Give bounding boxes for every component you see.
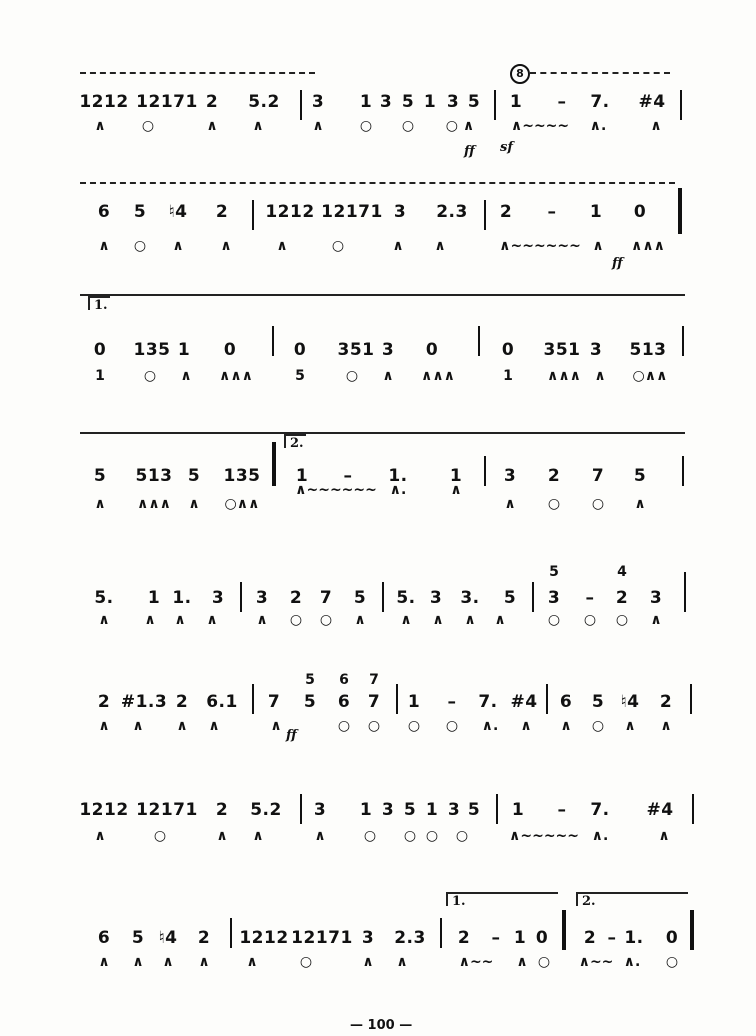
barline (692, 794, 694, 824)
stroke-mark: ∧ (354, 612, 366, 628)
barline (300, 90, 302, 120)
dynamic-marking: sf (500, 140, 513, 155)
stroke-mark: ○ (401, 118, 415, 134)
dynamic-marking: ff (286, 728, 297, 743)
stroke-mark: ○ (547, 612, 561, 628)
stroke-mark: ∧ (94, 828, 106, 844)
note: 3 (255, 588, 269, 608)
note: 3 (313, 800, 327, 820)
stroke-mark: ○ (363, 828, 377, 844)
note: 2 (499, 202, 513, 222)
note: 7. (590, 800, 610, 820)
note: – (491, 928, 501, 948)
note: 2 (457, 928, 471, 948)
note: 0 (501, 340, 515, 360)
stroke-mark: 5 (295, 368, 305, 384)
note: 135 (133, 340, 171, 360)
note: 2 (583, 928, 597, 948)
staff-row-1 (0, 66, 756, 159)
stroke-mark: ∧ (660, 718, 672, 734)
staff-row-4 (0, 418, 756, 512)
note: 6.1 (206, 692, 238, 712)
note: 1. (624, 928, 644, 948)
note: 1. (388, 466, 408, 486)
barline (684, 572, 686, 612)
note: 1 (359, 800, 373, 820)
note: 2 (205, 92, 219, 112)
stroke-mark: ∧ (560, 718, 572, 734)
note: 3 (589, 340, 603, 360)
rehearsal-mark: 8 (510, 64, 530, 84)
stroke-mark: ○ (665, 954, 679, 970)
note: 6 (97, 202, 111, 222)
note: 513 (629, 340, 667, 360)
barline (252, 684, 254, 714)
stroke-mark: ∧ (98, 718, 110, 734)
stroke-mark: ∧ (658, 828, 670, 844)
stroke-mark: ∧∧∧ (218, 368, 254, 384)
dashed-line (80, 72, 315, 74)
stroke-mark: ∧ (314, 828, 326, 844)
stroke-mark: ∧ (252, 118, 264, 134)
note: 12171 (291, 928, 353, 948)
note: 5. (396, 588, 416, 608)
note: 5 (187, 466, 201, 486)
stroke-mark: ∧ (252, 828, 264, 844)
stroke-mark: ○ (367, 718, 381, 734)
note: 5.2 (250, 800, 282, 820)
barline (396, 684, 398, 714)
staff-row-6 (0, 656, 756, 746)
stroke-mark: ∧ (206, 612, 218, 628)
note: 1 (407, 692, 421, 712)
chord-top: 4 (617, 564, 627, 580)
stroke-mark: ○∧∧ (224, 496, 260, 512)
stroke-mark: ○ (331, 238, 345, 254)
stroke-mark: ∧ (434, 238, 446, 254)
note: 513 (135, 466, 173, 486)
stroke-mark: ∧ (208, 718, 220, 734)
chord-mid: 6 (339, 672, 349, 688)
note: – (557, 92, 567, 112)
stroke-mark: ∧ (464, 612, 476, 628)
note: 7. (590, 92, 610, 112)
stroke-mark: ∧ (172, 238, 184, 254)
stroke-mark: ∧ (362, 954, 374, 970)
barline (300, 794, 302, 824)
note: 3 (649, 588, 663, 608)
note: 3 (381, 340, 395, 360)
stroke-mark: ∧∧∧ (546, 368, 582, 384)
note: 1 (425, 800, 439, 820)
stroke-mark: ∧ (98, 954, 110, 970)
note: 12171 (136, 92, 198, 112)
stroke-mark: ∧ (132, 718, 144, 734)
stroke-mark: ∧. (389, 482, 407, 498)
note: 5 (591, 692, 605, 712)
stroke-mark: 1 (503, 368, 513, 384)
stroke-mark: ∧ (270, 718, 282, 734)
stroke-mark: ∧ (450, 482, 462, 498)
repeat-barline (562, 910, 566, 950)
note: 1. (172, 588, 192, 608)
note: 5 (633, 466, 647, 486)
note: 7 (267, 692, 281, 712)
barline (484, 200, 486, 230)
stroke-mark: ∧ (220, 238, 232, 254)
note: 1 (177, 340, 191, 360)
stroke-mark: ∧ (634, 496, 646, 512)
note: 7 (591, 466, 605, 486)
stroke-mark: ○ (143, 368, 157, 384)
note: 1 (509, 92, 523, 112)
note: – (447, 692, 457, 712)
stroke-mark: ∧ (312, 118, 324, 134)
note: 5 (467, 92, 481, 112)
stroke-mark: ∧~~~~~~ (499, 238, 581, 254)
dynamic-marking: ff (612, 256, 623, 271)
note: 2 (97, 692, 111, 712)
stroke-mark: ○ (455, 828, 469, 844)
barline (478, 326, 480, 356)
stroke-mark: ○ (289, 612, 303, 628)
dynamic-marking: ff (464, 144, 475, 159)
note: 135 (223, 466, 261, 486)
note: 351 (543, 340, 581, 360)
note: 3 (379, 92, 393, 112)
note: 5 (503, 588, 517, 608)
note: 5 (303, 692, 317, 712)
note: 0 (223, 340, 237, 360)
barline (690, 684, 692, 714)
note: 6 (559, 692, 573, 712)
stroke-mark: ∧ (432, 612, 444, 628)
note: #4 (510, 692, 538, 712)
stroke-mark: ○ (319, 612, 333, 628)
stroke-mark: ∧ (162, 954, 174, 970)
dashed-line (80, 182, 675, 184)
stroke-mark: ∧ (206, 118, 218, 134)
stroke-mark: ○ (359, 118, 373, 134)
note: 0 (425, 340, 439, 360)
stroke-mark: ∧ (504, 496, 516, 512)
note: 2 (197, 928, 211, 948)
note: 3 (393, 202, 407, 222)
stroke-mark: ∧ (276, 238, 288, 254)
stroke-mark: ∧ (198, 954, 210, 970)
stroke-mark: ○ (403, 828, 417, 844)
stroke-mark: ∧ (624, 718, 636, 734)
note: #1.3 (120, 692, 168, 712)
note: 2 (215, 202, 229, 222)
stroke-mark: ∧ (400, 612, 412, 628)
stroke-mark: ∧ (520, 718, 532, 734)
barline (272, 326, 274, 356)
stroke-mark: ∧. (481, 718, 499, 734)
note: 7 (319, 588, 333, 608)
note: 12171 (136, 800, 198, 820)
note: 2 (547, 466, 561, 486)
chord-mid: 7 (369, 672, 379, 688)
staff-row-7 (0, 770, 756, 860)
stroke-mark: ∧ (246, 954, 258, 970)
staff-row-5 (0, 560, 756, 650)
note: 1 (589, 202, 603, 222)
stroke-mark: ∧ (98, 238, 110, 254)
note: 1 (513, 928, 527, 948)
dashed-line (530, 72, 670, 74)
stroke-mark: ∧ (650, 118, 662, 134)
stroke-mark: ∧ (516, 954, 528, 970)
note: 0 (93, 340, 107, 360)
note: 3 (547, 588, 561, 608)
stroke-mark: ○ (133, 238, 147, 254)
barline (680, 90, 682, 120)
note: 3 (429, 588, 443, 608)
note: 3. (460, 588, 480, 608)
stroke-mark: ○ (407, 718, 421, 734)
note: 2.3 (394, 928, 426, 948)
note: 3 (311, 92, 325, 112)
chord-top: 5 (549, 564, 559, 580)
note: – (343, 466, 353, 486)
stroke-mark: ∧~~~~ (510, 118, 570, 134)
stroke-mark: ∧~~ (578, 954, 614, 970)
staff-row-3 (0, 288, 756, 384)
note: – (547, 202, 557, 222)
volta-label: 2. (582, 894, 596, 909)
stroke-mark: ○ (537, 954, 551, 970)
stroke-mark: 1 (95, 368, 105, 384)
note: 5 (401, 92, 415, 112)
stroke-mark: ∧ (174, 612, 186, 628)
barline (494, 90, 496, 120)
stroke-mark: ∧ (94, 496, 106, 512)
note: 3 (503, 466, 517, 486)
note: 1212 (265, 202, 315, 222)
stroke-mark: ○ ∧ (445, 118, 475, 134)
volta-label: 2. (290, 436, 304, 451)
note: 6 (337, 692, 351, 712)
barline (230, 918, 232, 948)
note: 12171 (321, 202, 383, 222)
stroke-mark: ○ (445, 718, 459, 734)
stroke-mark: ∧ (396, 954, 408, 970)
stroke-mark: ∧ (594, 368, 606, 384)
stroke-mark: ∧∧∧ (420, 368, 456, 384)
stroke-mark: ∧ (176, 718, 188, 734)
stroke-mark: ∧∧∧ (136, 496, 172, 512)
stroke-mark: ∧~~ (458, 954, 494, 970)
note: 2 (289, 588, 303, 608)
barline (252, 200, 254, 230)
stroke-mark: ○∧∧ (632, 368, 668, 384)
note: 1 (359, 92, 373, 112)
note: ♮4 (158, 928, 178, 948)
note: 1 (449, 466, 463, 486)
note: 7 (367, 692, 381, 712)
stroke-mark: ○ (615, 612, 629, 628)
stroke-mark: ∧. (623, 954, 641, 970)
stroke-mark: ∧ (180, 368, 192, 384)
stroke-mark: ∧ (98, 612, 110, 628)
stroke-mark: ○ (425, 828, 439, 844)
stroke-mark: ○ (583, 612, 597, 628)
note: 7. (478, 692, 498, 712)
note: 5.2 (248, 92, 280, 112)
note: 5 (467, 800, 481, 820)
barline (240, 582, 242, 612)
page-number: — 100 — (350, 1018, 413, 1033)
note: 1212 (239, 928, 289, 948)
stroke-mark: ○ (345, 368, 359, 384)
stroke-mark: ∧ (256, 612, 268, 628)
staff-row-8 (0, 888, 756, 978)
barline (532, 582, 534, 612)
note: 3 (446, 92, 460, 112)
stroke-mark: ∧ (392, 238, 404, 254)
barline (678, 188, 682, 234)
note: ♮4 (168, 202, 188, 222)
stroke-mark: ○ (153, 828, 167, 844)
final-barline (690, 910, 694, 950)
note: 0 (293, 340, 307, 360)
barline (382, 582, 384, 612)
note: 3 (381, 800, 395, 820)
stroke-mark: ∧∧∧ (630, 238, 666, 254)
note: 351 (337, 340, 375, 360)
volta-label: 1. (94, 298, 108, 313)
stroke-mark: ∧ (188, 496, 200, 512)
stroke-mark: ∧~~~~~ (508, 828, 580, 844)
staff-row-2 (0, 178, 756, 271)
note: 0 (535, 928, 549, 948)
stroke-mark: ∧ (382, 368, 394, 384)
note: 6 (97, 928, 111, 948)
note: 1 (147, 588, 161, 608)
staff-line (80, 294, 685, 296)
note: 1 (511, 800, 525, 820)
stroke-mark: ○ (591, 718, 605, 734)
chord-mid: 5 (305, 672, 315, 688)
note: 2 (215, 800, 229, 820)
barline (484, 456, 486, 486)
note: 3 (211, 588, 225, 608)
note: – (585, 588, 595, 608)
volta-label: 1. (452, 894, 466, 909)
note: 0 (665, 928, 679, 948)
note: 5. (94, 588, 114, 608)
barline (440, 918, 442, 948)
note: 3 (447, 800, 461, 820)
note: 0 (633, 202, 647, 222)
note: 1212 (79, 800, 129, 820)
note: – (557, 800, 567, 820)
note: 5 (131, 928, 145, 948)
stroke-mark: ○ (547, 496, 561, 512)
note: 2 (175, 692, 189, 712)
note: 2.3 (436, 202, 468, 222)
staff-line (80, 432, 685, 434)
stroke-mark: ○ (299, 954, 313, 970)
note: 2 (615, 588, 629, 608)
note: 5 (353, 588, 367, 608)
barline (496, 794, 498, 824)
note: 1 (423, 92, 437, 112)
stroke-mark: ∧. (589, 118, 607, 134)
stroke-mark: ∧. (591, 828, 609, 844)
stroke-mark: ∧~~~~~~ (295, 482, 377, 498)
note: #4 (638, 92, 666, 112)
stroke-mark: ∧ (132, 954, 144, 970)
barline (546, 684, 548, 714)
stroke-mark: ∧ (592, 238, 604, 254)
note: 5 (93, 466, 107, 486)
stroke-mark: ∧ (216, 828, 228, 844)
stroke-mark: ∧ (94, 118, 106, 134)
stroke-mark: ○ (591, 496, 605, 512)
stroke-mark: ∧ (650, 612, 662, 628)
repeat-barline (272, 442, 276, 486)
barline (682, 326, 684, 356)
note: ♮4 (620, 692, 640, 712)
note: 2 (659, 692, 673, 712)
note: 1212 (79, 92, 129, 112)
note: 5 (133, 202, 147, 222)
note: 3 (361, 928, 375, 948)
barline (682, 456, 684, 486)
note: 1 (295, 466, 309, 486)
stroke-mark: ∧ (144, 612, 156, 628)
note: 5 (403, 800, 417, 820)
stroke-mark: ○ (337, 718, 351, 734)
stroke-mark: ○ (141, 118, 155, 134)
note: #4 (646, 800, 674, 820)
stroke-mark: ∧ (494, 612, 506, 628)
note: – (607, 928, 617, 948)
